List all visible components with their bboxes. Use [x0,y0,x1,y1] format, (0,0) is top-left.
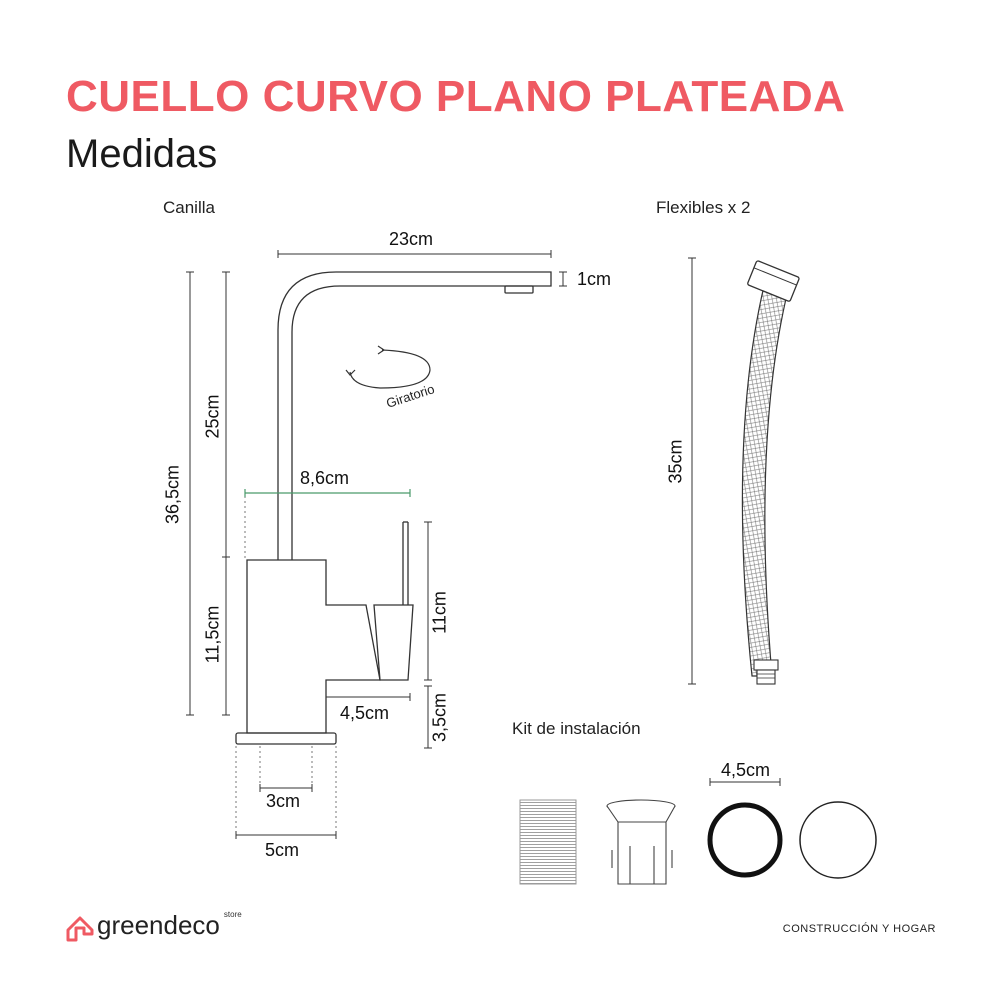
hoses-section-label: Flexibles x 2 [656,198,751,217]
dim-handle-gap: 3,5cm [429,692,450,743]
dim-base-width: 5cm [265,840,300,860]
hose-dimension-line [688,258,696,684]
dim-thread-width: 3cm [266,791,301,811]
brand-tagline: CONSTRUCCIÓN Y HOGAR [782,923,936,935]
page-title: CUELLO CURVO PLANO PLATEADA [66,72,846,121]
kit-section-label: Kit de instalación [512,719,641,738]
brand-house-icon [68,918,92,940]
dim-hose-length: 35cm [665,439,686,484]
brand-sup: store [223,910,242,919]
dim-handle-depth: 4,5cm [340,703,390,723]
dim-ring-diameter: 4,5cm [721,760,771,780]
flexible-hose [742,260,799,684]
dim-base-width-mid: 8,6cm [300,468,350,488]
dim-spout-length: 23cm [389,229,434,249]
dim-upper-height: 25cm [202,394,223,439]
rotation-label: Giratorio [384,381,437,411]
kit-o-ring [710,805,780,875]
kit-gasket-block [520,800,576,884]
dim-total-height: 36,5cm [162,464,183,525]
dimension-lines [186,250,567,839]
rotation-arrow [346,346,430,388]
green-dimension-line [245,489,410,497]
dim-spout-thickness: 1cm [577,269,612,289]
dim-lower-height: 11,5cm [202,605,223,664]
kit-washer [800,802,876,878]
dim-handle-height: 11cm [429,591,450,634]
brand-logo [97,910,242,941]
page-subtitle: Medidas [66,132,218,176]
kit-drain-sleeve [607,800,675,884]
faucet-section-label: Canilla [163,198,215,217]
brand-name: greendeco [97,910,220,940]
faucet-outline [236,272,551,744]
